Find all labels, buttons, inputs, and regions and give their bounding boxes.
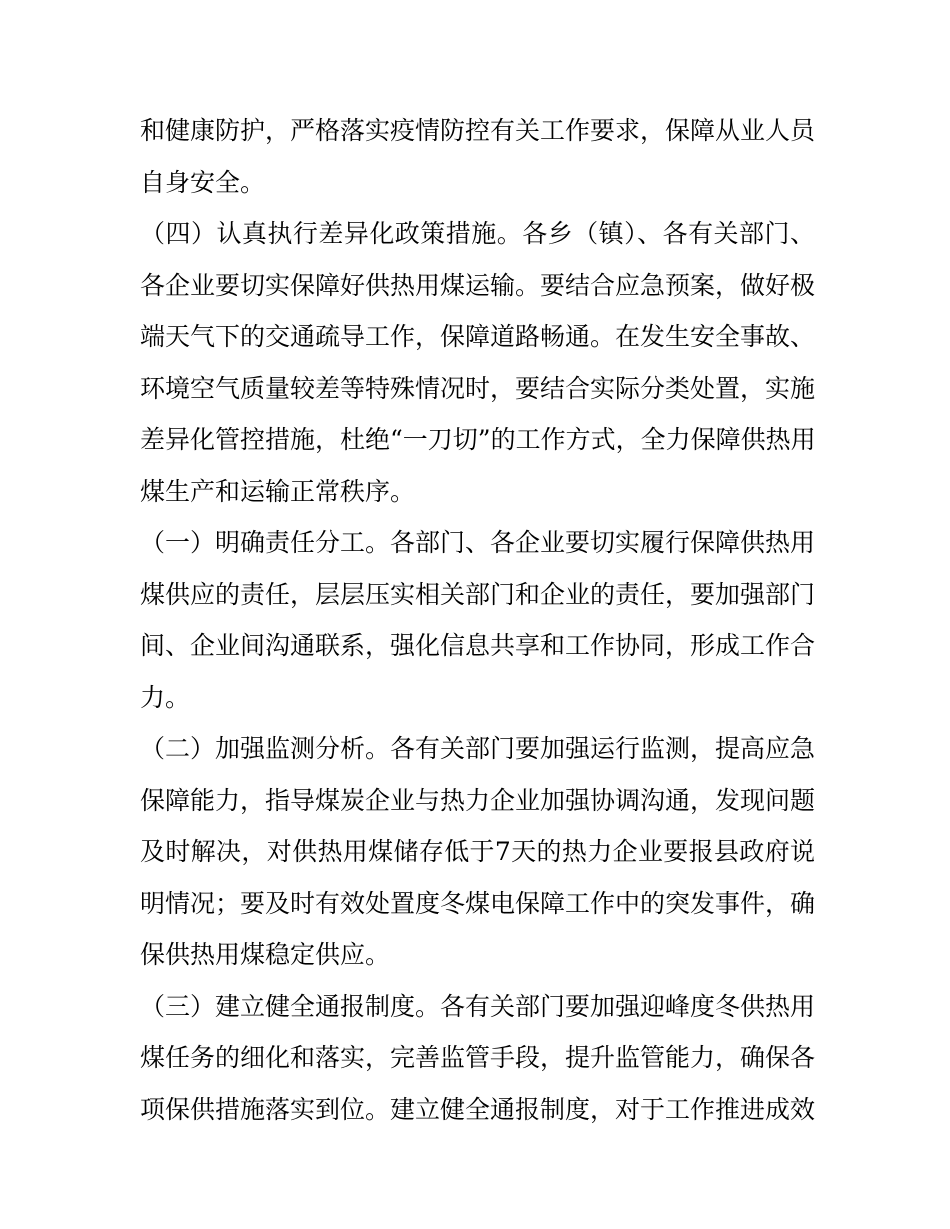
text-line: 自身安全。 bbox=[140, 167, 266, 197]
text-line: （三）建立健全通报制度。各有关部门要加强迎峰度冬供热用 bbox=[140, 991, 816, 1021]
text-line: 明情况；要及时有效处置度冬煤电保障工作中的突发事件，确 bbox=[140, 888, 816, 918]
text-line: 煤供应的责任，层层压实相关部门和企业的责任，要加强部门 bbox=[140, 579, 816, 609]
text-line: 保供热用煤稳定供应。 bbox=[140, 940, 391, 969]
text-line: （四）认真执行差异化政策措施。各乡（镇）、各有关部门、 bbox=[140, 219, 815, 248]
text-line: 保障能力，指导煤炭企业与热力企业加强协调沟通，发现问题 bbox=[140, 785, 816, 815]
text-line: 环境空气质量较差等特殊情况时，要结合实际分类处置，实施 bbox=[140, 373, 816, 403]
body-text bbox=[140, 105, 815, 1135]
text-line: 差异化管控措施，杜绝“一刀切”的工作方式，全力保障供热用 bbox=[140, 425, 816, 454]
text-line: 及时解决，对供热用煤储存低于7天的热力企业要报县政府说 bbox=[140, 837, 815, 866]
text-line: （二）加强监测分析。各有关部门要加强运行监测，提高应急 bbox=[140, 734, 816, 763]
text-line: 间、企业间沟通联系，强化信息共享和工作协同，形成工作合 bbox=[140, 631, 816, 660]
text-line: 端天气下的交通疏导工作，保障道路畅通。在发生安全事故、 bbox=[140, 322, 816, 351]
text-line: 项保供措施落实到位。建立健全通报制度，对于工作推进成效 bbox=[140, 1094, 816, 1124]
text-line: 煤任务的细化和落实，完善监管手段，提升监管能力，确保各 bbox=[140, 1043, 816, 1072]
text-line: 力。 bbox=[140, 682, 191, 712]
text-line: （一）明确责任分工。各部门、各企业要切实履行保障供热用 bbox=[140, 528, 816, 557]
text-line: 各企业要切实保障好供热用煤运输。要结合应急预案，做好极 bbox=[140, 270, 816, 300]
text-line: 煤生产和运输正常秩序。 bbox=[140, 476, 416, 506]
text-line: 和健康防护，严格落实疫情防控有关工作要求，保障从业人员 bbox=[140, 116, 816, 145]
